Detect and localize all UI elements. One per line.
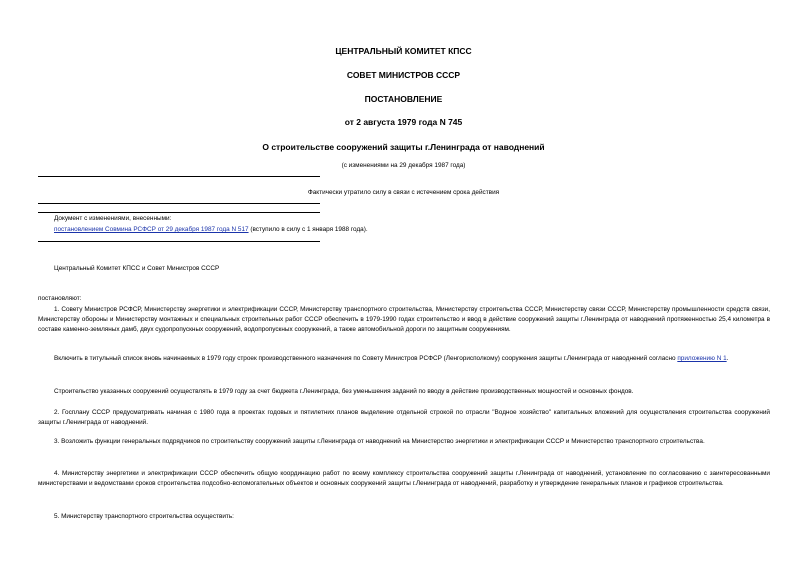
paragraph-3: Строительство указанных сооружений осуществлять в 1979 году за счет бюджета г.Ленинграда, без уменьшения заданий по вводу в действие производственных мощностей и основных фондов. <box>54 388 634 395</box>
status-note: Фактически утратило силу в связи с истечением срока действия <box>307 189 500 196</box>
divider <box>38 212 320 213</box>
paragraph-2 <box>38 354 770 364</box>
divider <box>38 176 320 177</box>
appendix-1-link[interactable]: приложению N 1 <box>677 355 727 362</box>
header-doc-type: ПОСТАНОВЛЕНИЕ <box>364 94 443 104</box>
amended-by-label: Документ с изменениями, внесенными: <box>54 215 172 222</box>
paragraph-6: 4. Министерству энергетики и электрификации СССР обеспечить общую координацию работ по всему комплексу строительства сооружений защиты г.Ленинграда от наводнений, установление по согласованию с заинтересованными министерствами и ведомствами сроков строительства подсобно-вспомогательных объектов и основных сооружений защиты г.Ленинграда от наводнений, разработку и утверждение генеральных планов и графиков строительства. <box>38 470 770 487</box>
document-title: О строительстве сооружений защиты г.Ленинграда от наводнений <box>262 142 545 152</box>
amendments-note: (с изменениями на 29 декабря 1987 года) <box>341 162 466 169</box>
issuer-line: Центральный Комитет КПСС и Совет Министров СССР <box>54 265 220 272</box>
paragraph-5: 3. Возложить функции генеральных подрядчиков по строительству сооружений защиты г.Ленинграда от наводнений на Министерство энергетики и электрификации СССР и Министерство транспортного строительства. <box>54 438 705 445</box>
divider <box>38 203 320 204</box>
amended-by-line <box>54 225 754 235</box>
decree-word: постановляют: <box>38 295 82 302</box>
paragraph-2-text: Включить в титульный список вновь начинаемых в 1979 году строек производственного назначения по Совету Министров РСФСР (Ленгорисполкому) сооружения защиты г.Ленинграда от наводнений согласно <box>54 355 678 362</box>
paragraph-7: 5. Министерству транспортного строительства осуществить: <box>54 513 234 520</box>
header-org1: ЦЕНТРАЛЬНЫЙ КОМИТЕТ КПСС <box>335 46 472 56</box>
divider <box>38 241 320 242</box>
header-org2: СОВЕТ МИНИСТРОВ СССР <box>346 70 461 80</box>
amending-decree-suffix: (вступило в силу с 1 января 1988 года). <box>248 226 368 233</box>
paragraph-2-end: . <box>726 355 729 362</box>
paragraph-4: 2. Госплану СССР предусматривать начиная с 1980 года в проектах годовых и пятилетних планов выделение отдельной строкой по отрасли "Водное хозяйство" капитальных вложений для осуществления строительства сооружений защиты г.Ленинграда от наводнений. <box>38 409 770 426</box>
amending-decree-link[interactable]: постановлением Совмина РСФСР от 29 декабря 1987 года N 517 <box>54 226 249 233</box>
paragraph-1: 1. Совету Министров РСФСР, Министерству энергетики и электрификации СССР, Министерству транспортного строительства, Министерству строительства СССР, Министерству связи СССР, Министерству промышленности средств связи, Министерству обороны и Министерству монтажных и специальных строительных работ СССР обеспечить в 1979-1990 годах строительство и ввод в действие сооружений защиты г.Ленинграда от наводнений протяженностью 25,4 километра в составе каменно-земляных дамб, двух судопропускных сооружений, водопропускных сооружений, а также автомобильной дороги по защитным сооружениям. <box>38 306 770 333</box>
header-date-number: от 2 августа 1979 года N 745 <box>344 117 463 127</box>
